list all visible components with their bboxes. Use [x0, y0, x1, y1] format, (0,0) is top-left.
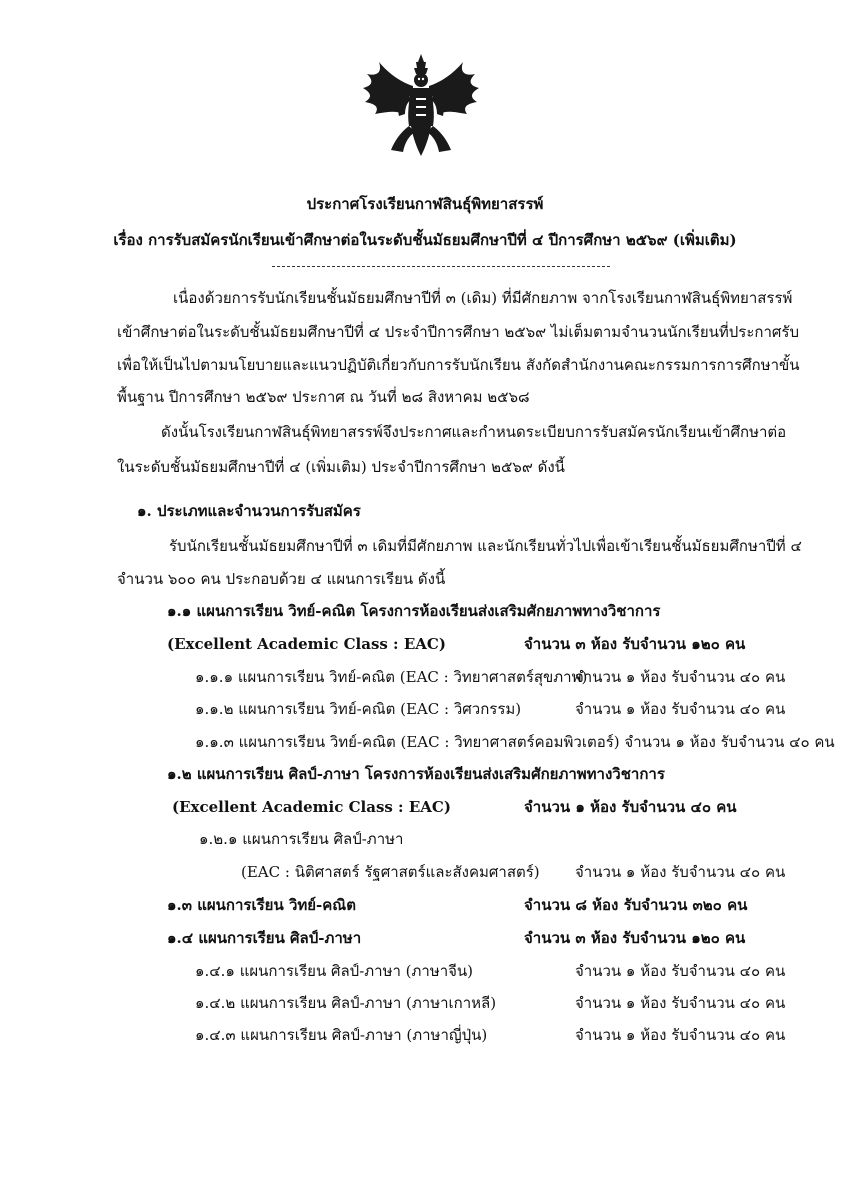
- plan-1-2-eac: (Excellent Academic Class : EAC): [172, 798, 451, 816]
- garuda-emblem-icon: [361, 52, 481, 157]
- plan-1-4-1-count: จำนวน ๑ ห้อง รับจำนวน ๔๐ คน: [575, 962, 786, 980]
- intro-line-4: พื้นฐาน ปีการศึกษา ๒๕๖๙ ประกาศ ณ วันที่ ๒๘ สิงหาคม ๒๕๖๘: [117, 388, 530, 406]
- announcement-subject: เรื่อง การรับสมัครนักเรียนเข้าศึกษาต่อในระดับชั้นมัธยมศึกษาปีที่ ๔ ปีการศึกษา ๒๕๖๙ (เพิ่มเติม): [113, 231, 737, 249]
- plan-1-4-1-label: ๑.๔.๑ แผนการเรียน ศิลป์-ภาษา (ภาษาจีน): [195, 962, 474, 980]
- plan-1-2-1-detail: (EAC : นิติศาสตร์ รัฐศาสตร์และสังคมศาสตร์): [241, 863, 540, 881]
- plan-1-2-1-label: ๑.๒.๑ แผนการเรียน ศิลป์-ภาษา: [199, 830, 404, 848]
- plan-1-1-3-label: ๑.๑.๓ แผนการเรียน วิทย์-คณิต (EAC : วิทยาศาสตร์คอมพิวเตอร์) จำนวน ๑ ห้อง รับจำนวน ๔๐ คน: [195, 733, 835, 751]
- intro-line-6: ในระดับชั้นมัธยมศึกษาปีที่ ๔ (เพิ่มเติม) ประจำปีการศึกษา ๒๕๖๙ ดังนี้: [117, 458, 565, 476]
- intro-line-1: เนื่องด้วยการรับนักเรียนชั้นมัธยมศึกษาปีที่ ๓ (เดิม) ที่มีศักยภาพ จากโรงเรียนกาฬสินธุ์พิทยาสรรพ์: [173, 289, 793, 307]
- plan-1-3-count: จำนวน ๘ ห้อง รับจำนวน ๓๒๐ คน: [524, 896, 748, 914]
- intro-line-3: เพื่อให้เป็นไปตามนโยบายและแนวปฏิบัติเกี่ยวกับการรับนักเรียน สังกัดสำนักงานคณะกรรมการการศึกษาขั้น: [117, 356, 800, 374]
- title-divider: [272, 266, 610, 267]
- plan-1-4-3-count: จำนวน ๑ ห้อง รับจำนวน ๔๐ คน: [575, 1026, 786, 1044]
- plan-1-1-2-count: จำนวน ๑ ห้อง รับจำนวน ๔๐ คน: [575, 700, 786, 718]
- announcement-title: ประกาศโรงเรียนกาฬสินธุ์พิทยาสรรพ์: [306, 195, 544, 213]
- plan-1-1-1-count: จำนวน ๑ ห้อง รับจำนวน ๔๐ คน: [575, 668, 786, 686]
- plan-1-1-2-label: ๑.๑.๒ แผนการเรียน วิทย์-คณิต (EAC : วิศวกรรม): [195, 700, 522, 718]
- plan-1-1-eac: (Excellent Academic Class : EAC): [167, 635, 446, 653]
- plan-1-4-count: จำนวน ๓ ห้อง รับจำนวน ๑๒๐ คน: [524, 929, 746, 947]
- section-1-desc-1: รับนักเรียนชั้นมัธยมศึกษาปีที่ ๓ เดิมที่มีศักยภาพ และนักเรียนทั่วไปเพื่อเข้าเรียนชั้นมัธยมศึกษาปีที่ ๔: [169, 537, 802, 555]
- plan-1-4-title: ๑.๔ แผนการเรียน ศิลป์-ภาษา: [167, 929, 362, 947]
- plan-1-4-3-label: ๑.๔.๓ แผนการเรียน ศิลป์-ภาษา (ภาษาญี่ปุ่น): [195, 1026, 488, 1044]
- plan-1-2-count: จำนวน ๑ ห้อง รับจำนวน ๔๐ คน: [524, 798, 737, 816]
- intro-line-5: ดังนั้นโรงเรียนกาฬสินธุ์พิทยาสรรพ์จึงประกาศและกำหนดระเบียบการรับสมัครนักเรียนเข้าศึกษาต่อ: [161, 423, 787, 441]
- plan-1-1-count: จำนวน ๓ ห้อง รับจำนวน ๑๒๐ คน: [524, 635, 746, 653]
- plan-1-4-2-label: ๑.๔.๒ แผนการเรียน ศิลป์-ภาษา (ภาษาเกาหลี): [195, 994, 497, 1012]
- plan-1-3-title: ๑.๓ แผนการเรียน วิทย์-คณิต: [167, 896, 356, 914]
- plan-1-2-title: ๑.๒ แผนการเรียน ศิลป์-ภาษา โครงการห้องเรียนส่งเสริมศักยภาพทางวิชาการ: [167, 765, 665, 783]
- plan-1-4-2-count: จำนวน ๑ ห้อง รับจำนวน ๔๐ คน: [575, 994, 786, 1012]
- section-1-desc-2: จำนวน ๖๐๐ คน ประกอบด้วย ๔ แผนการเรียน ดังนี้: [117, 570, 446, 588]
- section-1-heading: ๑. ประเภทและจำนวนการรับสมัคร: [137, 502, 361, 520]
- intro-line-2: เข้าศึกษาต่อในระดับชั้นมัธยมศึกษาปีที่ ๔ ประจำปีการศึกษา ๒๕๖๙ ไม่เต็มตามจำนวนนักเรียนที่ประกาศรับ: [117, 323, 799, 341]
- plan-1-2-1-count: จำนวน ๑ ห้อง รับจำนวน ๔๐ คน: [575, 863, 786, 881]
- plan-1-1-1-label: ๑.๑.๑ แผนการเรียน วิทย์-คณิต (EAC : วิทยาศาสตร์สุขภาพ): [195, 668, 588, 686]
- plan-1-1-title: ๑.๑ แผนการเรียน วิทย์-คณิต โครงการห้องเรียนส่งเสริมศักยภาพทางวิชาการ: [167, 602, 661, 620]
